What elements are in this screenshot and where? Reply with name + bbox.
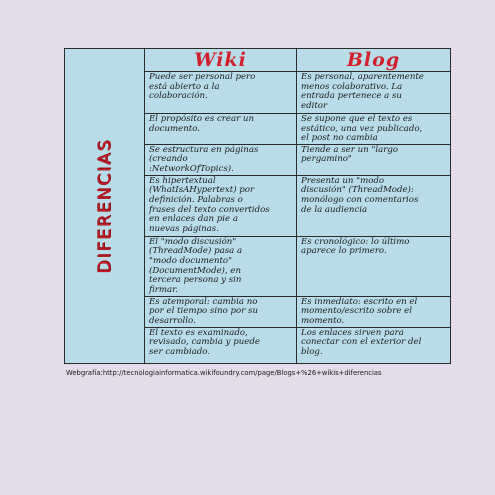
source-credit: Webgrafía:http://tecnologiainformatica.wikifoundry.com/page/Blogs+%26+wikis+diferencias <box>66 369 382 377</box>
blog-cell: Presenta un "modo discusión" (ThreadMode): monólogo con comentarios de la audiencia <box>297 175 451 236</box>
blog-header: Blog <box>297 49 451 72</box>
differences-label: DIFERENCIAS <box>94 138 115 274</box>
wiki-cell: El texto es examinado, revisado, cambia y puede ser cambiado. <box>145 327 297 363</box>
wiki-cell: El "modo discusión" (ThreadMode) pasa a "modo documento" (DocumentMode), en tercera persona y sin firmar. <box>145 236 297 296</box>
blog-cell: Es personal, aparentemente menos colaborativo. La entrada pertenece a su editor <box>297 72 451 114</box>
wiki-header: Wiki <box>145 49 297 72</box>
blog-cell: Se supone que el texto es estático, una vez publicado, el post no cambia <box>297 114 451 145</box>
wiki-cell: Es atemporal: cambia no por el tiempo sino por su desarrollo. <box>145 296 297 327</box>
comparison-table <box>64 48 451 364</box>
blog-cell: Es cronológico: lo último aparece lo primero. <box>297 236 451 296</box>
side-label-cell <box>65 49 145 364</box>
wiki-cell: Puede ser personal pero está abierto a la colaboración. <box>145 72 297 114</box>
blog-cell: Los enlaces sirven para conectar con el exterior del blog. <box>297 327 451 363</box>
header-row <box>65 49 451 72</box>
blog-cell: Tiende a ser un "largo pergamino" <box>297 144 451 175</box>
wiki-cell: El propósito es crear un documento. <box>145 114 297 145</box>
wiki-cell: Es hipertextual (WhatIsAHypertext) por definición. Palabras o frases del texto convertidos en enlaces dan pie a nuevas páginas. <box>145 175 297 236</box>
blog-cell: Es inmediato: escrito en el momento/escrito sobre el momento. <box>297 296 451 327</box>
wiki-cell: Se estructura en páginas (creando :NetworkOfTopics). <box>145 144 297 175</box>
